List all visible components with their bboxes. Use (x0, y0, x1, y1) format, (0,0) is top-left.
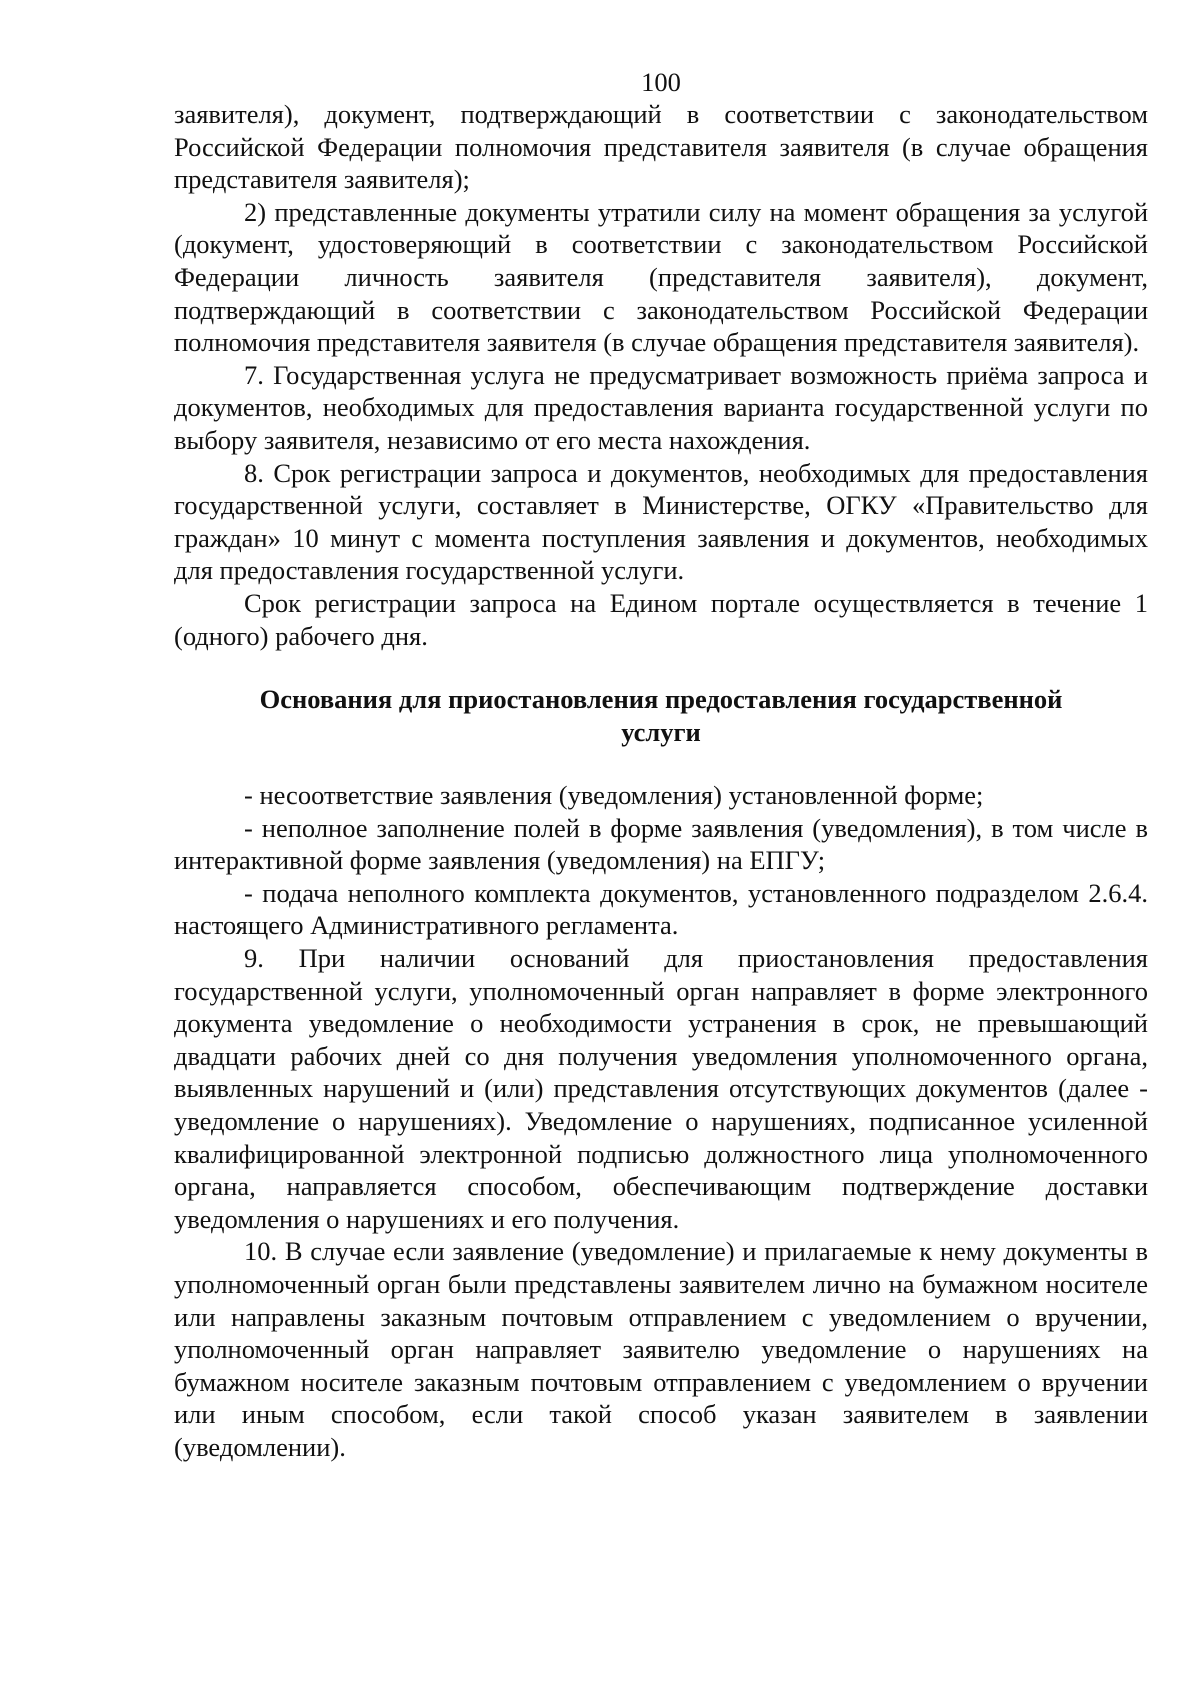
paragraph-continuation: заявителя), документ, подтверждающий в соответствии с законодательством Российской Федерации полномочия представителя заявителя (в случае обращения представителя заявителя); (174, 99, 1148, 195)
list-item-nonconformity: - несоответствие заявления (уведомления) установленной форме; (244, 780, 984, 811)
list-item-incomplete-fields: - неполное заполнение полей в форме заявления (уведомления), в том числе в интерактивной форме заявления (уведомления) на ЕПГУ; (174, 812, 1148, 876)
section-heading: Основания для приостановления предоставления государственной услуги (259, 684, 1063, 748)
paragraph-item-8: 8. Срок регистрации запроса и документов, необходимых для предоставления государственной услуги, составляет в Министерстве, ОГКУ «Правительство для граждан» 10 минут с момента поступления заявления и документов, необходимых для предоставления государственной услуги. (174, 457, 1148, 586)
spacer (174, 749, 1148, 779)
paragraph-item-9: 9. При наличии оснований для приостановления предоставления государственной услуги, уполномоченный орган направляет в форме электронного документа уведомление о необходимости устранения в срок, не превышающий двадцати рабочих дней со дня получения уведомления уполномоченного органа, выявленных нарушений и (или) представления отсутствующих документов (далее - уведомление о нарушениях). Уведомление о нарушениях, подписанное усиленной квалифицированной электронной подписью должностного лица уполномоченного органа, направляется способом, обеспечивающим подтверждение доставки уведомления о нарушениях и его получения. (174, 943, 1148, 1234)
spacer (174, 652, 1148, 683)
list-item-incomplete-documents: - подача неполного комплекта документов, установленного подразделом 2.6.4. настоящего Административного регламента. (174, 877, 1148, 941)
page-number: 100 (641, 67, 681, 97)
paragraph-registration-term: Срок регистрации запроса на Едином портале осуществляется в течение 1 (одного) рабочего дня. (174, 587, 1148, 651)
document-page (174, 66, 1148, 1464)
paragraph-item-7: 7. Государственная услуга не предусматривает возможность приёма запроса и документов, необходимых для предоставления варианта государственной услуги по выбору заявителя, независимо от его места нахождения. (174, 359, 1148, 455)
paragraph-item-10: 10. В случае если заявление (уведомление) и прилагаемые к нему документы в уполномоченный орган были представлены заявителем лично на бумажном носителе или направлены заказным почтовым отправлением с уведомлением о вручении, уполномоченный орган направляет заявителю уведомление о нарушениях на бумажном носителе заказным почтовым отправлением с уведомлением о вручении или иным способом, если такой способ указан заявителем в заявлении (уведомлении). (174, 1236, 1148, 1462)
paragraph-item-2: 2) представленные документы утратили силу на момент обращения за услугой (документ, удостоверяющий в соответствии с законодательством Российской Федерации личность заявителя (представителя заявителя), документ, подтверждающий в соответствии с законодательством Российской Федерации полномочия представителя заявителя (в случае обращения представителя заявителя). (174, 196, 1148, 358)
